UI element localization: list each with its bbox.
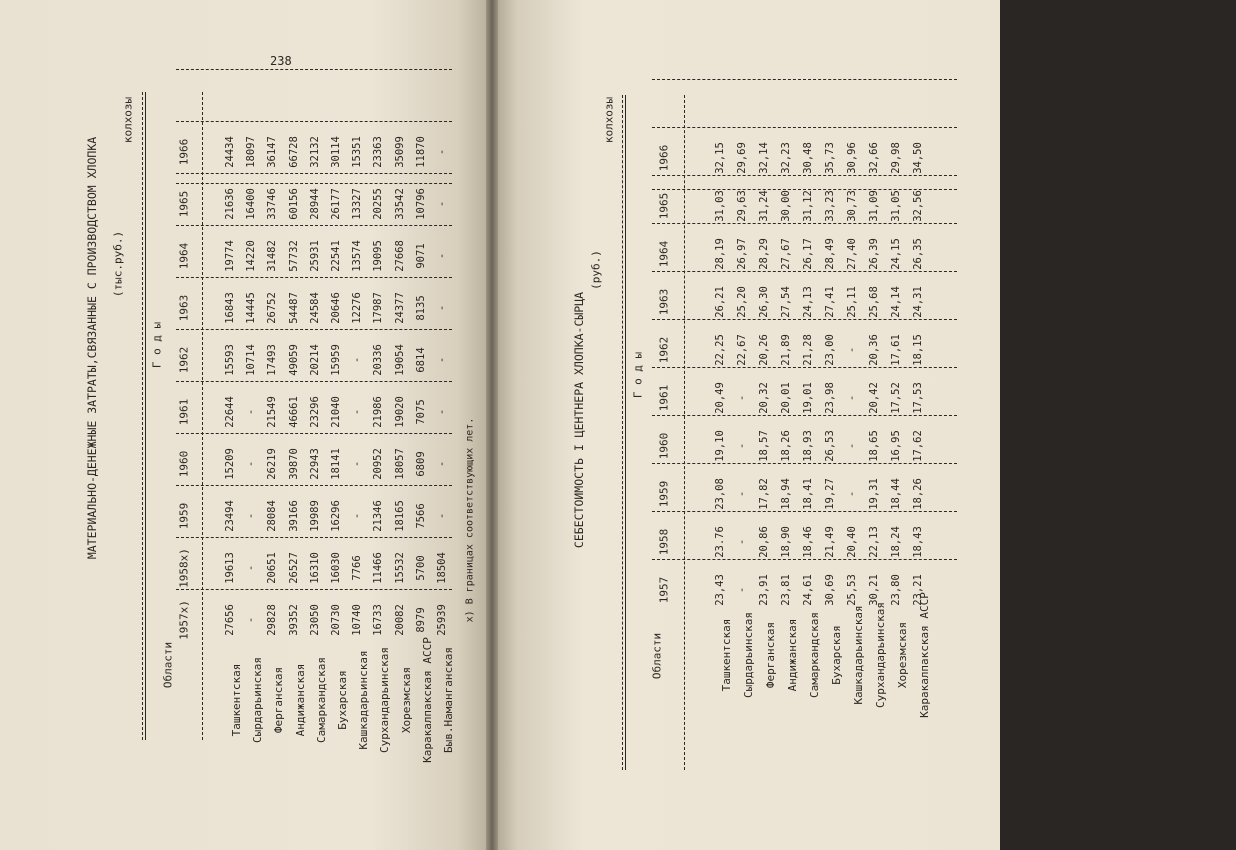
table-cell: 20646 <box>330 292 342 324</box>
table-cell: 22,13 <box>868 526 880 558</box>
table-cell: 18,93 <box>802 430 814 462</box>
region-name: Сурхандарьинская <box>378 647 392 753</box>
table-rule <box>176 121 452 122</box>
table-cell: 20336 <box>372 344 385 376</box>
year-header-cell: 1958x) <box>177 548 191 588</box>
table-cell: 26177 <box>330 188 342 220</box>
table-cell: 17,61 <box>890 334 902 366</box>
table-cell: 27668 <box>393 240 406 272</box>
table-cell: 34,50 <box>912 142 924 174</box>
table-cell: 39352 <box>287 604 300 636</box>
table-rule <box>652 415 957 416</box>
table-rule <box>625 95 626 770</box>
table-cell: 18,15 <box>912 334 924 366</box>
table-cell: 28084 <box>266 500 279 532</box>
table-cell: 35,73 <box>824 142 836 174</box>
table-cell: 26527 <box>287 552 300 584</box>
table-cell: 16310 <box>308 552 321 584</box>
table-rule <box>202 92 203 740</box>
region-name: Хорезмская <box>896 621 909 689</box>
table-rule <box>652 175 957 176</box>
table-cell: 23,08 <box>714 478 726 510</box>
table-cell: 29,63 <box>736 190 748 222</box>
table-corner-label: колхозы <box>602 96 616 144</box>
table-cell: 13327 <box>351 188 364 220</box>
table-cell: 15351 <box>351 136 364 168</box>
table-cell: 18,43 <box>912 526 924 558</box>
table-cell: 18,94 <box>780 478 792 510</box>
table-cell: 30,00 <box>780 190 792 222</box>
year-header-cell: 1963 <box>657 288 671 316</box>
table-cell: 49059 <box>287 344 300 376</box>
table-cell: 13574 <box>351 240 364 272</box>
table-cell: 22,25 <box>714 334 726 366</box>
region-name: Ташкентская <box>230 663 243 737</box>
table-rule <box>176 277 452 278</box>
table-cell: 9071 <box>414 243 427 269</box>
table-cell: 26,39 <box>868 238 880 270</box>
table-cell: 16400 <box>245 188 258 220</box>
table-rule <box>176 183 452 184</box>
regions-header: Области <box>161 641 175 689</box>
table-cell: 25931 <box>308 240 321 272</box>
table-cell: 21636 <box>224 188 236 220</box>
year-header-cell: 1957 <box>657 576 671 604</box>
table-rule <box>176 173 452 174</box>
table-corner-label: колхозы <box>121 96 135 144</box>
table-cell: 25,68 <box>868 286 880 318</box>
region-name: Ферганская <box>272 666 286 734</box>
table-cell: 21346 <box>372 500 385 532</box>
region-name: Сурхандарьинская <box>874 602 887 708</box>
table-cell: 17,52 <box>890 382 902 414</box>
table-cell: - <box>436 200 448 208</box>
table-cell: 16030 <box>330 552 342 584</box>
table-cell: 22943 <box>308 448 321 480</box>
table-cell: - <box>245 616 258 624</box>
table-cell: 20,26 <box>758 334 770 366</box>
table-cell: - <box>436 148 448 156</box>
table-rule <box>652 127 957 128</box>
table-rule <box>652 367 957 368</box>
table-cell: 21,28 <box>802 334 814 366</box>
table-cell: - <box>436 460 448 468</box>
table-rule <box>176 225 452 226</box>
table-cell: - <box>245 512 258 520</box>
table-cell: 11870 <box>414 136 427 168</box>
table-cell: 18057 <box>393 448 406 480</box>
table-cell: 5700 <box>414 555 427 581</box>
table-cell: 60156 <box>287 188 300 220</box>
table-cell: 30,96 <box>846 142 858 174</box>
table-cell: 33542 <box>393 188 406 220</box>
table-cell: 24377 <box>393 292 406 324</box>
table-cell: 8135 <box>414 295 427 321</box>
table-cell: 26,21 <box>714 286 726 318</box>
year-header-cell: 1964 <box>657 240 671 268</box>
table-cell: - <box>245 460 258 468</box>
table-cell: 30,48 <box>802 142 814 174</box>
table-cell: 18,24 <box>890 526 902 558</box>
table-cell: - <box>736 394 748 402</box>
table-cell: 31,03 <box>714 190 726 222</box>
table-cell: - <box>436 252 448 260</box>
table-cell: 6814 <box>414 347 427 373</box>
table-cell: 54487 <box>287 292 300 324</box>
table-rule <box>176 433 452 434</box>
table-cell: 29,69 <box>736 142 748 174</box>
table-cell: 23.76 <box>714 526 726 558</box>
table-cell: 14220 <box>245 240 258 272</box>
table-cell: 20730 <box>330 604 342 636</box>
table-cell: 20,32 <box>758 382 770 414</box>
table-cell: 10740 <box>351 604 364 636</box>
year-header-cell: 1963 <box>177 294 191 322</box>
table-cell: 26,30 <box>758 286 770 318</box>
year-header-cell: 1966 <box>177 138 191 166</box>
table-cell: 23,43 <box>714 574 726 606</box>
table-cell: 26,17 <box>802 238 814 270</box>
table-rule <box>176 485 452 486</box>
right-page <box>492 0 1236 850</box>
left-page <box>0 0 492 850</box>
table-cell: 29828 <box>266 604 279 636</box>
regions-header: Области <box>650 632 664 680</box>
table-cell: 24434 <box>224 136 236 168</box>
table-cell: 10714 <box>245 344 258 376</box>
table-cell: 23296 <box>308 396 321 428</box>
table-rule <box>176 537 452 538</box>
table-cell: 23,00 <box>824 334 836 366</box>
table-cell: 21040 <box>330 396 342 428</box>
table-cell: 28,29 <box>758 238 770 270</box>
table-cell: 24,15 <box>890 238 902 270</box>
table-cell: 24584 <box>308 292 321 324</box>
table-cell: 31,09 <box>868 190 880 222</box>
region-name: Андижанская <box>293 663 307 737</box>
year-header-cell: 1960 <box>177 450 191 478</box>
table-rule <box>652 79 957 80</box>
region-name: Кашкадарьинская <box>357 650 371 750</box>
table-cell: - <box>736 442 748 450</box>
year-header-cell: 1962 <box>177 346 191 374</box>
region-name: Самаркандская <box>314 656 328 744</box>
page-number: 239 <box>1214 62 1236 76</box>
table-cell: 28944 <box>308 188 321 220</box>
table-cell: 12276 <box>351 292 364 324</box>
table-cell: 23,81 <box>780 574 792 606</box>
region-name: Быв.Наманганская <box>442 647 455 753</box>
year-header-cell: 1959 <box>177 502 191 530</box>
table-cell: - <box>245 564 258 572</box>
table-cell: 20,36 <box>868 334 880 366</box>
table-rule <box>176 329 452 330</box>
table-cell: 19,01 <box>802 382 814 414</box>
table-cell: 30114 <box>330 136 342 168</box>
years-header: Г о д ы <box>631 351 645 399</box>
year-header-cell: 1961 <box>177 398 191 426</box>
table-rule <box>142 92 143 740</box>
table-cell: - <box>436 512 448 520</box>
table-cell: 35099 <box>393 136 406 168</box>
table-cell: 23,98 <box>824 382 836 414</box>
region-name: Ферганская <box>764 621 777 689</box>
region-name: Сырдарьинская <box>251 656 265 744</box>
region-name: Каракалпакская АССР <box>918 592 931 718</box>
table-cell: 20214 <box>308 344 321 376</box>
region-name: Кашкадарьинская <box>852 605 865 705</box>
table-cell: 27,54 <box>780 286 792 318</box>
table-rule <box>652 463 957 464</box>
table-cell: 28,49 <box>824 238 836 270</box>
table-cell: 20,86 <box>758 526 770 558</box>
table-cell: 18,90 <box>780 526 792 558</box>
region-name: Андижанская <box>786 618 799 692</box>
table-cell: - <box>351 512 364 520</box>
table-cell: - <box>846 394 858 402</box>
table-cell: 26,97 <box>736 238 748 270</box>
table-cell: 16733 <box>372 604 385 636</box>
table-rule <box>652 511 957 512</box>
table-cell: 29,98 <box>890 142 902 174</box>
table-cell: - <box>846 490 858 498</box>
table-rule <box>652 319 957 320</box>
table-cell: 25939 <box>436 604 448 636</box>
table-cell: 16296 <box>330 500 342 532</box>
table-cell: 31482 <box>266 240 279 272</box>
table-cell: - <box>351 460 364 468</box>
year-header-cell: 1959 <box>657 480 671 508</box>
table-cell: 28,19 <box>714 238 726 270</box>
table-cell: - <box>846 442 858 450</box>
table-cell: 20651 <box>266 552 279 584</box>
table-cell: 18,46 <box>802 526 814 558</box>
table-cell: 25,11 <box>846 286 858 318</box>
table-cell: 16,95 <box>890 430 902 462</box>
table-cell: 39870 <box>287 448 300 480</box>
table-cell: - <box>436 408 448 416</box>
table-cell: 11466 <box>372 552 385 584</box>
year-header-cell: 1962 <box>657 336 671 364</box>
year-header-cell: 1958 <box>657 528 671 556</box>
table-cell: 15959 <box>330 344 342 376</box>
table-title: МАТЕРИАЛЬНО-ДЕНЕЖНЫЕ ЗАТРАТЫ,СВЯЗАННЫЕ С ПРОИЗВОДСТВОМ ХЛОПКА <box>85 136 99 560</box>
table-cell: 20,01 <box>780 382 792 414</box>
table-cell: 26752 <box>266 292 279 324</box>
year-header-cell: 1966 <box>657 144 671 172</box>
table-cell: 23,21 <box>912 574 924 606</box>
table-cell: 33,23 <box>824 190 836 222</box>
table-cell: 19020 <box>393 396 406 428</box>
table-cell: 18141 <box>330 448 342 480</box>
table-cell: 20082 <box>393 604 406 636</box>
table-cell: 18,41 <box>802 478 814 510</box>
table-cell: 57732 <box>287 240 300 272</box>
table-cell: 19054 <box>393 344 406 376</box>
footnote: х) В границах соответствующих лет. <box>464 417 476 623</box>
table-cell: 8979 <box>414 607 427 633</box>
region-name: Хорезмская <box>399 666 413 734</box>
table-cell: 22644 <box>224 396 236 428</box>
table-cell: - <box>736 538 748 546</box>
region-name: Бухарская <box>830 625 843 685</box>
table-unit: (руб.) <box>589 250 603 290</box>
table-cell: 18,44 <box>890 478 902 510</box>
table-cell: - <box>245 408 258 416</box>
table-unit: (тыс.руб.) <box>111 230 125 298</box>
region-name: Бухарская <box>336 670 349 730</box>
table-rule <box>622 95 623 770</box>
table-cell: 19,31 <box>868 478 880 510</box>
table-cell: 32,15 <box>714 142 726 174</box>
table-cell: 27656 <box>224 604 236 636</box>
table-cell: 16843 <box>224 292 236 324</box>
year-header-cell: 1961 <box>657 384 671 412</box>
table-cell: 18,26 <box>780 430 792 462</box>
year-header-cell: 1964 <box>177 242 191 270</box>
table-cell: 17,62 <box>912 430 924 462</box>
table-rule <box>652 271 957 272</box>
table-cell: - <box>436 356 448 364</box>
table-rule <box>652 559 957 560</box>
table-cell: - <box>436 304 448 312</box>
table-cell: 23050 <box>308 604 321 636</box>
years-header: Г о д ы <box>150 321 164 369</box>
table-cell: 19989 <box>308 500 321 532</box>
table-cell: 21549 <box>266 396 279 428</box>
table-cell: 31,24 <box>758 190 770 222</box>
table-cell: 21986 <box>372 396 385 428</box>
table-cell: 15532 <box>393 552 406 584</box>
table-cell: 19,10 <box>714 430 726 462</box>
table-cell: 27,40 <box>846 238 858 270</box>
table-cell: 19,27 <box>824 478 836 510</box>
table-title: СЕБЕСТОИМОСТЬ I ЦЕНТНЕРА ХЛОПКА-СЫРЦА <box>572 291 586 549</box>
table-cell: 24,13 <box>802 286 814 318</box>
table-cell: 10796 <box>414 188 427 220</box>
region-name: Ташкентская <box>720 618 733 692</box>
table-cell: 19095 <box>372 240 385 272</box>
table-cell: 20,49 <box>714 382 726 414</box>
table-cell: 24,14 <box>890 286 902 318</box>
table-cell: 30,21 <box>868 574 880 606</box>
table-rule <box>176 589 452 590</box>
table-cell: 19613 <box>224 552 236 584</box>
table-cell: 27,41 <box>824 286 836 318</box>
table-cell: 39166 <box>287 500 300 532</box>
table-cell: 18,65 <box>868 430 880 462</box>
table-cell: 20,42 <box>868 382 880 414</box>
table-cell: 23363 <box>372 136 385 168</box>
table-cell: 15593 <box>224 344 236 376</box>
table-cell: 24,61 <box>802 574 814 606</box>
table-cell: 32132 <box>308 136 321 168</box>
table-cell: 18097 <box>245 136 258 168</box>
table-cell: - <box>736 586 748 594</box>
book-gutter <box>486 0 498 850</box>
table-cell: 36147 <box>266 136 279 168</box>
table-cell: 23,91 <box>758 574 770 606</box>
table-cell: 32,66 <box>868 142 880 174</box>
table-cell: 27,67 <box>780 238 792 270</box>
year-header-cell: 1957x) <box>177 600 191 640</box>
table-rule <box>652 223 957 224</box>
table-cell: 17987 <box>372 292 385 324</box>
table-cell: 19774 <box>224 240 236 272</box>
table-cell: 15209 <box>224 448 236 480</box>
table-cell: 17493 <box>266 344 279 376</box>
table-cell: - <box>351 408 364 416</box>
year-header-cell: 1965 <box>657 192 671 220</box>
table-cell: 66728 <box>287 136 300 168</box>
table-cell: 26,53 <box>824 430 836 462</box>
table-cell: 33746 <box>266 188 279 220</box>
table-cell: 23494 <box>224 500 236 532</box>
table-cell: 23,80 <box>890 574 902 606</box>
table-cell: 18504 <box>436 552 448 584</box>
table-cell: 24,31 <box>912 286 924 318</box>
table-rule <box>145 92 146 740</box>
table-cell: 46661 <box>287 396 300 428</box>
table-cell: 32,56 <box>912 190 924 222</box>
table-cell: 7075 <box>414 399 427 425</box>
table-cell: 25,53 <box>846 574 858 606</box>
table-cell: 7766 <box>351 555 364 581</box>
table-cell: 17,82 <box>758 478 770 510</box>
table-cell: 26,35 <box>912 238 924 270</box>
table-cell: 22,67 <box>736 334 748 366</box>
table-rule <box>176 69 452 70</box>
table-cell: 31,05 <box>890 190 902 222</box>
table-cell: 6809 <box>414 451 427 477</box>
table-cell: 21,49 <box>824 526 836 558</box>
table-cell: 26219 <box>266 448 279 480</box>
region-name: Каракалпакская АССР <box>420 637 434 763</box>
table-rule <box>684 95 685 770</box>
table-cell: 32,14 <box>758 142 770 174</box>
table-rule <box>176 381 452 382</box>
table-cell: - <box>736 490 748 498</box>
table-cell: 30,73 <box>846 190 858 222</box>
table-cell: - <box>351 356 364 364</box>
table-cell: 17,53 <box>912 382 924 414</box>
table-cell: 22541 <box>330 240 342 272</box>
table-cell: 18,26 <box>912 478 924 510</box>
table-cell: 7566 <box>414 503 427 529</box>
year-header-cell: 1960 <box>657 432 671 460</box>
region-name: Сырдарьинская <box>742 611 755 699</box>
table-cell: 31,12 <box>802 190 814 222</box>
page-number: 238 <box>270 54 292 68</box>
table-cell: 14445 <box>245 292 258 324</box>
table-cell: - <box>846 346 858 354</box>
region-name: Самаркандская <box>808 611 821 699</box>
table-cell: 32,23 <box>780 142 792 174</box>
table-cell: 30,69 <box>824 574 836 606</box>
table-cell: 18165 <box>393 500 406 532</box>
table-cell: 20,40 <box>846 526 858 558</box>
year-header-cell: 1965 <box>177 190 191 218</box>
table-cell: 25,20 <box>736 286 748 318</box>
table-cell: 18,57 <box>758 430 770 462</box>
table-cell: 20952 <box>372 448 385 480</box>
table-cell: 21,89 <box>780 334 792 366</box>
table-cell: 20255 <box>372 188 385 220</box>
